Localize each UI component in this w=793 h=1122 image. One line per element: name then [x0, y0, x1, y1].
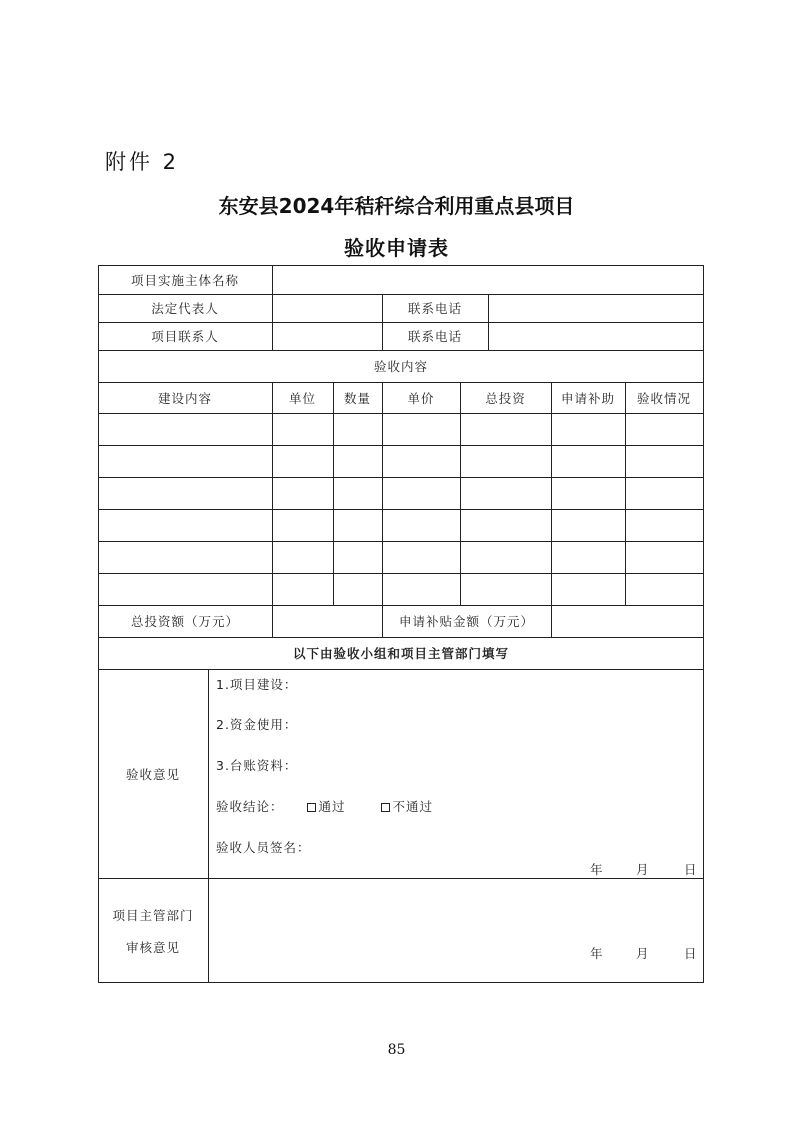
divider [98, 573, 704, 574]
date-day: 日 [684, 946, 698, 961]
divider [382, 382, 383, 605]
legal-rep-label: 法定代表人 [151, 301, 219, 316]
acceptance-conclusion [216, 797, 433, 815]
item-ledger-records: 3.台账资料： [216, 758, 298, 773]
fill-note: 以下由验收小组和项目主管部门填写 [292, 646, 509, 661]
phone-label: 联系电话 [407, 301, 462, 316]
contact-field[interactable] [273, 322, 382, 350]
phone-label: 联系电话 [407, 329, 462, 344]
divider [98, 541, 704, 542]
form-title: 验收申请表 [344, 236, 449, 260]
review-label-line2: 审核意见 [125, 940, 180, 955]
phone-field[interactable] [489, 294, 703, 322]
attachment-label: 附件 2 [105, 150, 180, 174]
divider [98, 509, 704, 510]
implementer-label: 项目实施主体名称 [130, 272, 239, 288]
fail-checkbox[interactable] [381, 803, 390, 812]
item-project-construction: 1.项目建设： [216, 677, 298, 692]
divider [98, 477, 704, 478]
column-header: 申请补助 [560, 390, 615, 406]
acceptance-application-form [98, 265, 704, 982]
date-day: 日 [684, 862, 698, 877]
item-fund-usage: 2.资金使用： [216, 717, 298, 732]
date-month: 月 [636, 946, 650, 961]
divider [333, 382, 334, 605]
divider [98, 445, 704, 446]
signature-label: 验收人员签名： [216, 840, 311, 855]
conclusion-label: 验收结论： [216, 799, 284, 814]
subsidy-amount-field[interactable] [552, 605, 703, 637]
column-header: 单位 [288, 390, 316, 406]
pass-option: 通过 [318, 799, 346, 814]
border-bottom [98, 982, 704, 983]
date-year: 年 [590, 862, 604, 877]
section-label: 验收内容 [373, 359, 428, 374]
date-year: 年 [590, 946, 604, 961]
column-header: 建设内容 [157, 390, 212, 406]
implementer-field[interactable] [273, 265, 703, 294]
page-number: 85 [387, 1042, 406, 1058]
divider [98, 413, 704, 414]
fail-option: 不通过 [392, 799, 433, 814]
divider [272, 382, 273, 605]
review-label-line1: 项目主管部门 [112, 908, 194, 923]
legal-rep-field[interactable] [273, 294, 382, 322]
subsidy-amount-label: 申请补贴金额（万元） [398, 614, 534, 629]
divider [98, 878, 704, 879]
divider [551, 382, 552, 605]
contact-label: 项目联系人 [151, 329, 219, 344]
column-header: 验收情况 [636, 390, 691, 406]
total-investment-field[interactable] [273, 605, 382, 637]
divider [460, 382, 461, 605]
document-title: 东安县2024年秸秆综合利用重点县项目 [218, 194, 575, 218]
pass-checkbox[interactable] [307, 803, 316, 812]
column-header: 总投资 [485, 390, 526, 406]
opinion-label: 验收意见 [125, 766, 180, 782]
column-header: 数量 [343, 390, 371, 406]
phone-field[interactable] [489, 322, 703, 350]
divider [625, 382, 626, 605]
total-investment-label: 总投资额（万元） [130, 614, 239, 629]
divider [208, 669, 209, 982]
column-header: 单价 [407, 390, 435, 406]
date-month: 月 [636, 862, 650, 877]
